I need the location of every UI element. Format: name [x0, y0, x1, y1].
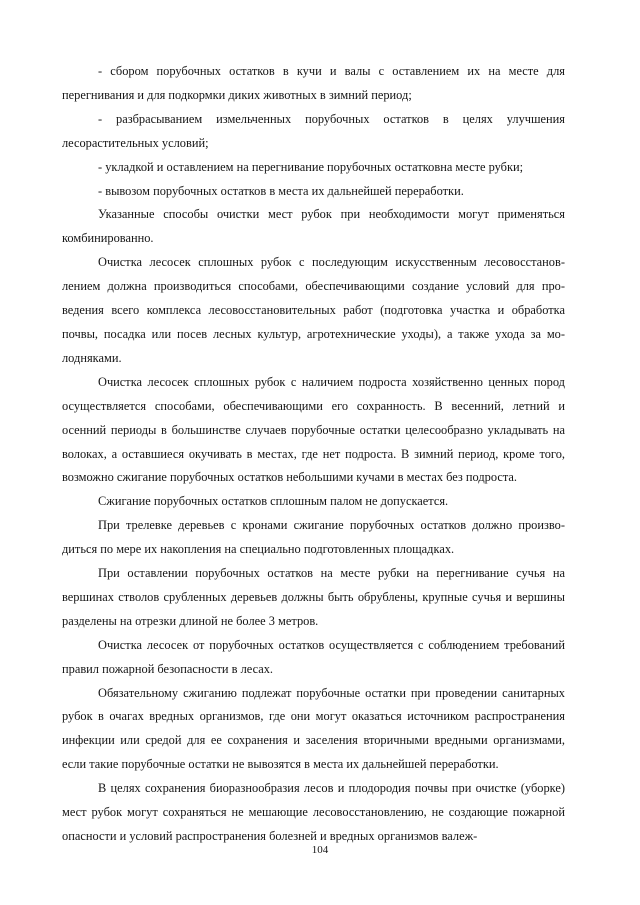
paragraph-leaving-residues-on-site: При оставлении порубочных остатков на месте рубки на перегнивание сучья на вершинах стволов срубленных деревьев должны быть обрублены, крупные сучья и вершины разделены на отрезки длиной не более 3 метров. — [62, 566, 565, 628]
list-item-lay-to-rot: - укладкой и оставлением на перегнивание порубочных остатковна месте рубки; — [98, 159, 524, 174]
paragraph-combined-methods: Указанные способы очистки мест рубок при необходимости могут применяться комбинированно. — [62, 207, 565, 246]
page-number: 104 — [311, 844, 329, 856]
paragraph-mandatory-burning: Обязательному сжиганию подлежат порубочные остатки при проведении санитарных рубок в очагах вредных организмов, где они могут оказаться источником распространения инфекции или средой для ее сохранения и заселения вторичными вредными организмами, если такие порубочные остатки не вывозятся в места их дальнейшей переработки. — [62, 685, 565, 772]
paragraph-skidding-with-crowns: При трелевке деревьев с кронами сжигание порубочных остатков должно производиться по мере их накопления на специально подготовленных площадках. — [62, 518, 565, 557]
body-text — [62, 60, 565, 849]
paragraph-biodiversity-preservation: В целях сохранения биоразнообразия лесов и плодородия почвы при очистке (уборке) мест рубок могут сохраняться не мешающие лесовосстановлению, не создающие пожарной опасности и условий распространения болезней и вредных организмов валеж- — [62, 781, 565, 843]
list-item-scatter-chopped: - разбрасыванием измельченных порубочных остатков в целях улучшения лесорастительных условий; — [62, 111, 565, 150]
list-item-haul-away: - вывозом порубочных остатков в места их дальнейшей переработки. — [98, 183, 464, 198]
paragraph-clearcut-with-undergrowth: Очистка лесосек сплошных рубок с наличием подроста хозяйственно ценных пород осуществляется способами, обеспечивающими его сохранность. В весенний, летний и осенний периоды в большинстве случаев порубочные остатки целесообразно укладывать на волоках, а оставшиеся окучивать в местах, где нет подроста. В зимний период, кроме того, возможно сжигание порубочных остатков небольшими кучами в местах без подроста. — [62, 374, 565, 485]
paragraph-clearcut-artificial-regeneration: Очистка лесосек сплошных рубок с последующим искусственным лесовосстановлением должна производиться способами, обеспечивающими создание условий для проведения всего комплекса лесовосстановительных работ (подготовка участка и обработка почвы, посадка или посев лесных культур, агротехнические уходы), а также ухода за молодняками. — [62, 255, 565, 365]
paragraph-fire-safety-rules: Очистка лесосек от порубочных остатков осуществляется с соблюдением требований правил пожарной безопасности в лесах. — [62, 637, 565, 676]
paragraph-no-continuous-burning: Сжигание порубочных остатков сплошным палом не допускается. — [98, 494, 449, 509]
list-item-collect-in-piles: - сбором порубочных остатков в кучи и валы с оставлением их на месте для перегнивания и для подкормки диких животных в зимний период; — [62, 64, 565, 102]
